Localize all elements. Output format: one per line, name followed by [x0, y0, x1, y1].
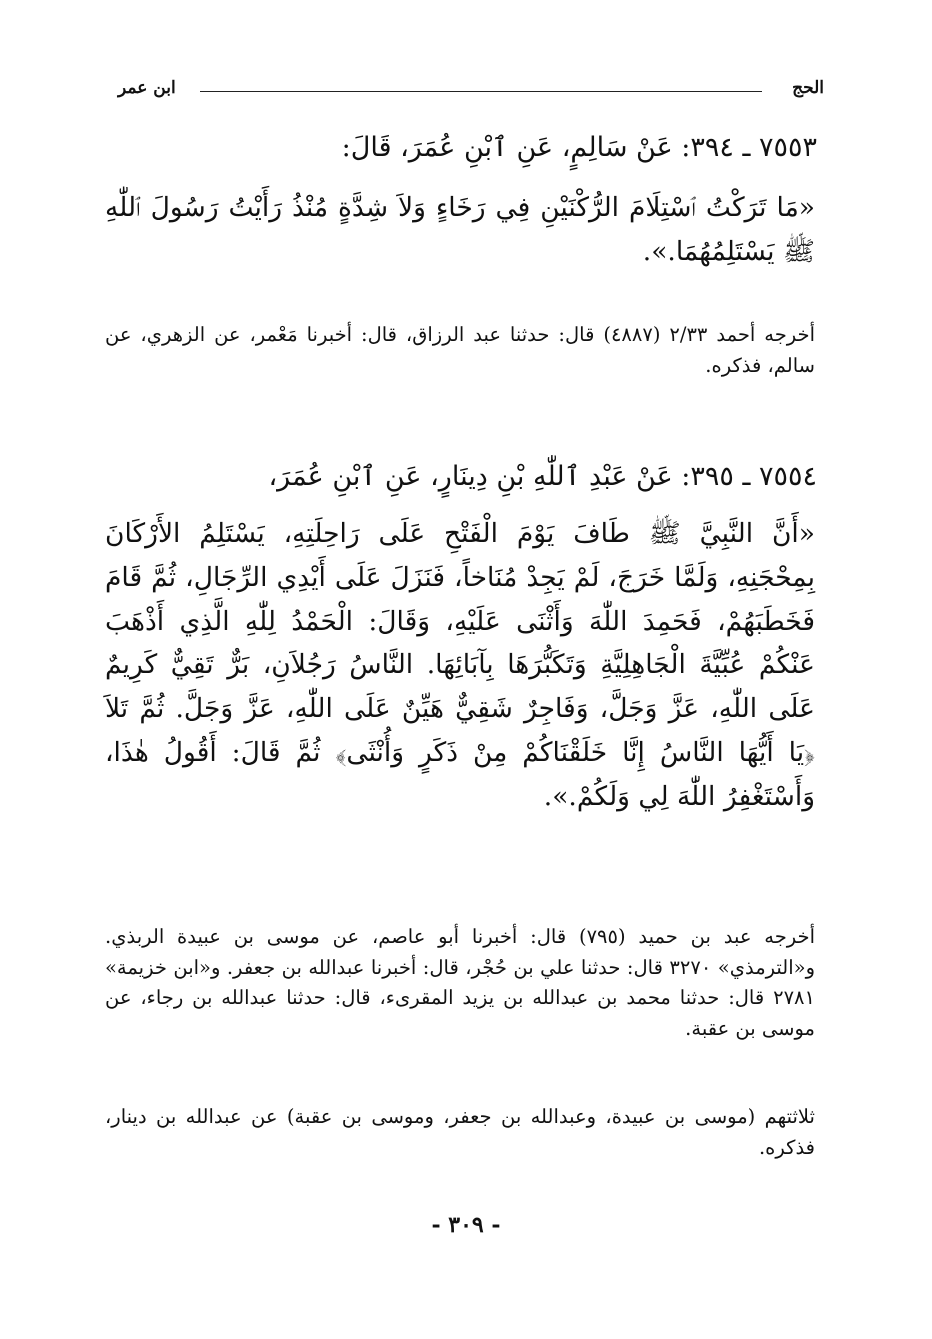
- hadith-7553-text: «مَا تَرَكْتُ ٱسْتِلَامَ الرُّكْنَيْنِ فِي رَخَاءٍ وَلاَ شِدَّةٍ مُنْذُ رَأَيْتُ رَسُولَ ٱللّٰهِ ﷺ يَسْتَلِمُهُمَا.».: [105, 192, 815, 267]
- hadith-7554-takhrij-1: أخرجه عبد بن حميد (٧٩٥) قال: أخبرنا أبو عاصم، عن موسى بن عبيدة الربذي. و«الترمذي» ٣٢٧٠ قال: حدثنا علي بن حُجْر، قال: أخبرنا عبدالله بن جعفر. و«ابن خزيمة» ٢٧٨١ قال: حدثنا محمد بن عبدالله بن يزيد المقرىء، قال: حدثنا عبدالله بن رجاء، عن موسى بن عقبة.: [105, 925, 815, 1040]
- running-header: [118, 74, 824, 108]
- header-rule: [200, 91, 762, 92]
- hadith-7554-heading: ٧٥٥٤ ـ ٣٩٥: عَنْ عَبْدِ ٱللّٰهِ بْنِ دِينَارٍ، عَنِ ٱبْنِ عُمَرَ،: [268, 461, 817, 492]
- hadith-7553-takhrij: أخرجه أحمد ٢/٣٣ (٤٨٨٧) قال: حدثنا عبد الرزاق، قال: أخبرنا مَعْمر، عن الزهري، عن سالم، فذكره.: [105, 323, 815, 377]
- hadith-7553-heading: ٧٥٥٣ ـ ٣٩٤: عَنْ سَالِمٍ، عَنِ ٱبْنِ عُمَرَ، قَالَ:: [341, 132, 817, 163]
- hadith-7554-takhrij-2: ثلاثتهم (موسى بن عبيدة، وعبدالله بن جعفر، وموسى بن عقبة) عن عبدالله بن دينار، فذكره.: [105, 1105, 815, 1159]
- chapter-title: الحج: [792, 78, 824, 98]
- narrator-name: ابن عمر: [118, 78, 176, 98]
- hadith-7554-text: «أَنَّ النَّبِيَّ ﷺ طَافَ يَوْمَ الْفَتْحِ عَلَى رَاحِلَتِهِ، يَسْتَلِمُ الأَرْكَانَ بِمِحْجَنِهِ، وَلَمَّا خَرَجَ، لَمْ يَجِدْ مُنَاخاً، فَنَزَلَ عَلَى أَيْدِي الرِّجَالِ، ثُمَّ قَامَ فَخَطَبَهُمْ، فَحَمِدَ اللّٰهَ وَأَثْنَى عَلَيْهِ، وَقَالَ: الْحَمْدُ لِلّٰهِ الَّذِي أَذْهَبَ عَنْكُمْ عُبِّيَّةَ الْجَاهِلِيَّةِ وَتَكَبُّرَهَا بِآبَائِهَا. النَّاسُ رَجُلاَنِ، بَرٌّ تَقِيٌّ كَرِيمٌ عَلَى اللّٰهِ، عَزَّ وَجَلَّ، وَفَاجِرٌ شَقِيٌّ هَيِّنٌ عَلَى اللّٰهِ، عَزَّ وَجَلَّ. ثُمَّ تَلاَ ﴿يَا أَيُّهَا النَّاسُ إِنَّا خَلَقْنَاكُمْ مِنْ ذَكَرٍ وَأُنْثَى﴾ ثُمَّ قَالَ: أَقُولُ هٰذَا، وَأَسْتَغْفِرُ اللّٰهَ لِي وَلَكُمْ.».: [105, 518, 815, 812]
- page-number: - ٣٠٩ -: [431, 1212, 501, 1238]
